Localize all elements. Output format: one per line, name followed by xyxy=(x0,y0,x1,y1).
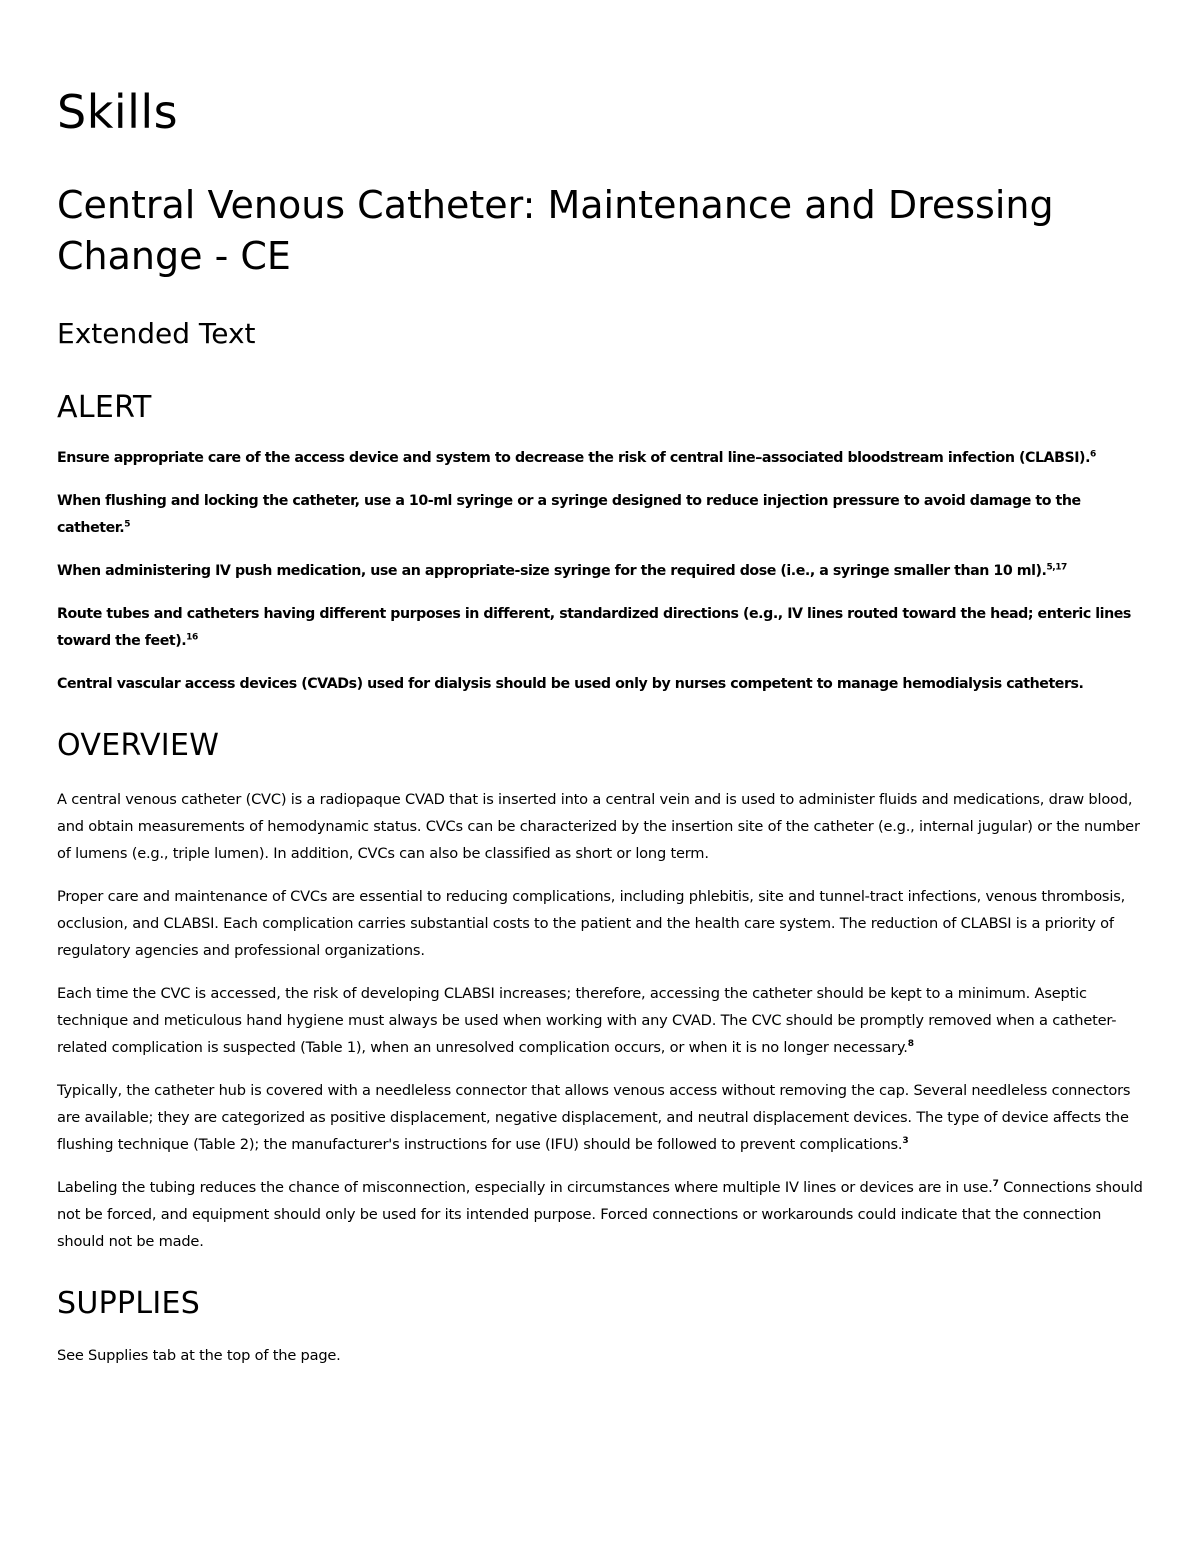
alert-item: Route tubes and catheters having different purposes in different, standardized directions (e.g., IV lines routed toward the head; enteric lines toward the feet).$^{16}$ xyxy=(57,606,1131,649)
overview-paragraph: Labeling the tubing reduces the chance of misconnection, especially in circumstances where multiple IV lines or devices are in use.$^7$ Connections should not be forced, and equipment should only be used for its intended purpose. Forced connections or workarounds could indicate that the connection should not be made. xyxy=(57,1179,1143,1250)
alert-heading: ALERT xyxy=(57,390,152,425)
citation-ref: 3 xyxy=(902,1136,909,1147)
alert-item: When administering IV push medication, use an appropriate-size syringe for the required dose (i.e., a syringe smaller than 10 ml).$^{5,17}$ xyxy=(57,562,1067,579)
alert-item: Central vascular access devices (CVADs) used for dialysis should be used only by nurses competent to manage hemodialysis catheters. xyxy=(57,676,1084,692)
alert-item: Ensure appropriate care of the access device and system to decrease the risk of central line–associated bloodstream infection (CLABSI).$^6$ xyxy=(57,449,1096,466)
overview-paragraph: Proper care and maintenance of CVCs are essential to reducing complications, including phlebitis, site and tunnel-tract infections, venous thrombosis, occlusion, and CLABSI. Each complication carries substantial costs to the patient and the health care system. The reduction of CLABSI is a priority of regulatory agencies and professional organizations. xyxy=(57,888,1126,959)
citation-ref: 5,17 xyxy=(1046,562,1067,573)
citation-ref: 6 xyxy=(1090,449,1096,460)
supplies-text: See Supplies tab at the top of the page. xyxy=(57,1347,341,1364)
citation-ref: 7 xyxy=(992,1179,999,1190)
supplies-body xyxy=(57,1342,1147,1385)
section-label: Skills xyxy=(57,85,179,139)
overview-body xyxy=(57,786,1147,1271)
citation-ref: 16 xyxy=(186,632,198,643)
overview-heading: OVERVIEW xyxy=(57,728,220,763)
page-subtitle: Extended Text xyxy=(57,317,256,350)
overview-paragraph: Each time the CVC is accessed, the risk of developing CLABSI increases; therefore, accessing the catheter should be kept to a minimum. Aseptic technique and meticulous hand hygiene must always be used when working with any CVAD. The CVC should be promptly removed when a catheter-related complication is suspected (Table 1), when an unresolved complication occurs, or when it is no longer necessary.$^8$ xyxy=(57,985,1117,1056)
alert-item: When flushing and locking the catheter, use a 10-ml syringe or a syringe designed to reduce injection pressure to avoid damage to the catheter.$^5$ xyxy=(57,493,1081,536)
page-title: Central Venous Catheter: Maintenance and Dressing Change - CE xyxy=(57,183,1054,278)
overview-paragraph: Typically, the catheter hub is covered with a needleless connector that allows venous access without removing the cap. Several needleless connectors are available; they are categorized as positive displacement, negative displacement, and neutral displacement devices. The type of device affects the flushing technique (Table 2); the manufacturer's instructions for use (IFU) should be followed to prevent complications.$^3$ xyxy=(57,1082,1131,1153)
supplies-heading: SUPPLIES xyxy=(57,1286,201,1321)
overview-paragraph: A central venous catheter (CVC) is a radiopaque CVAD that is inserted into a central vein and is used to administer fluids and medications, draw blood, and obtain measurements of hemodynamic status. CVCs can be characterized by the insertion site of the catheter (e.g., internal jugular) or the number of lumens (e.g., triple lumen). In addition, CVCs can also be classified as short or long term. xyxy=(57,791,1140,862)
citation-ref: 8 xyxy=(907,1039,914,1050)
alert-list xyxy=(57,445,1147,714)
citation-ref: 5 xyxy=(124,519,131,530)
